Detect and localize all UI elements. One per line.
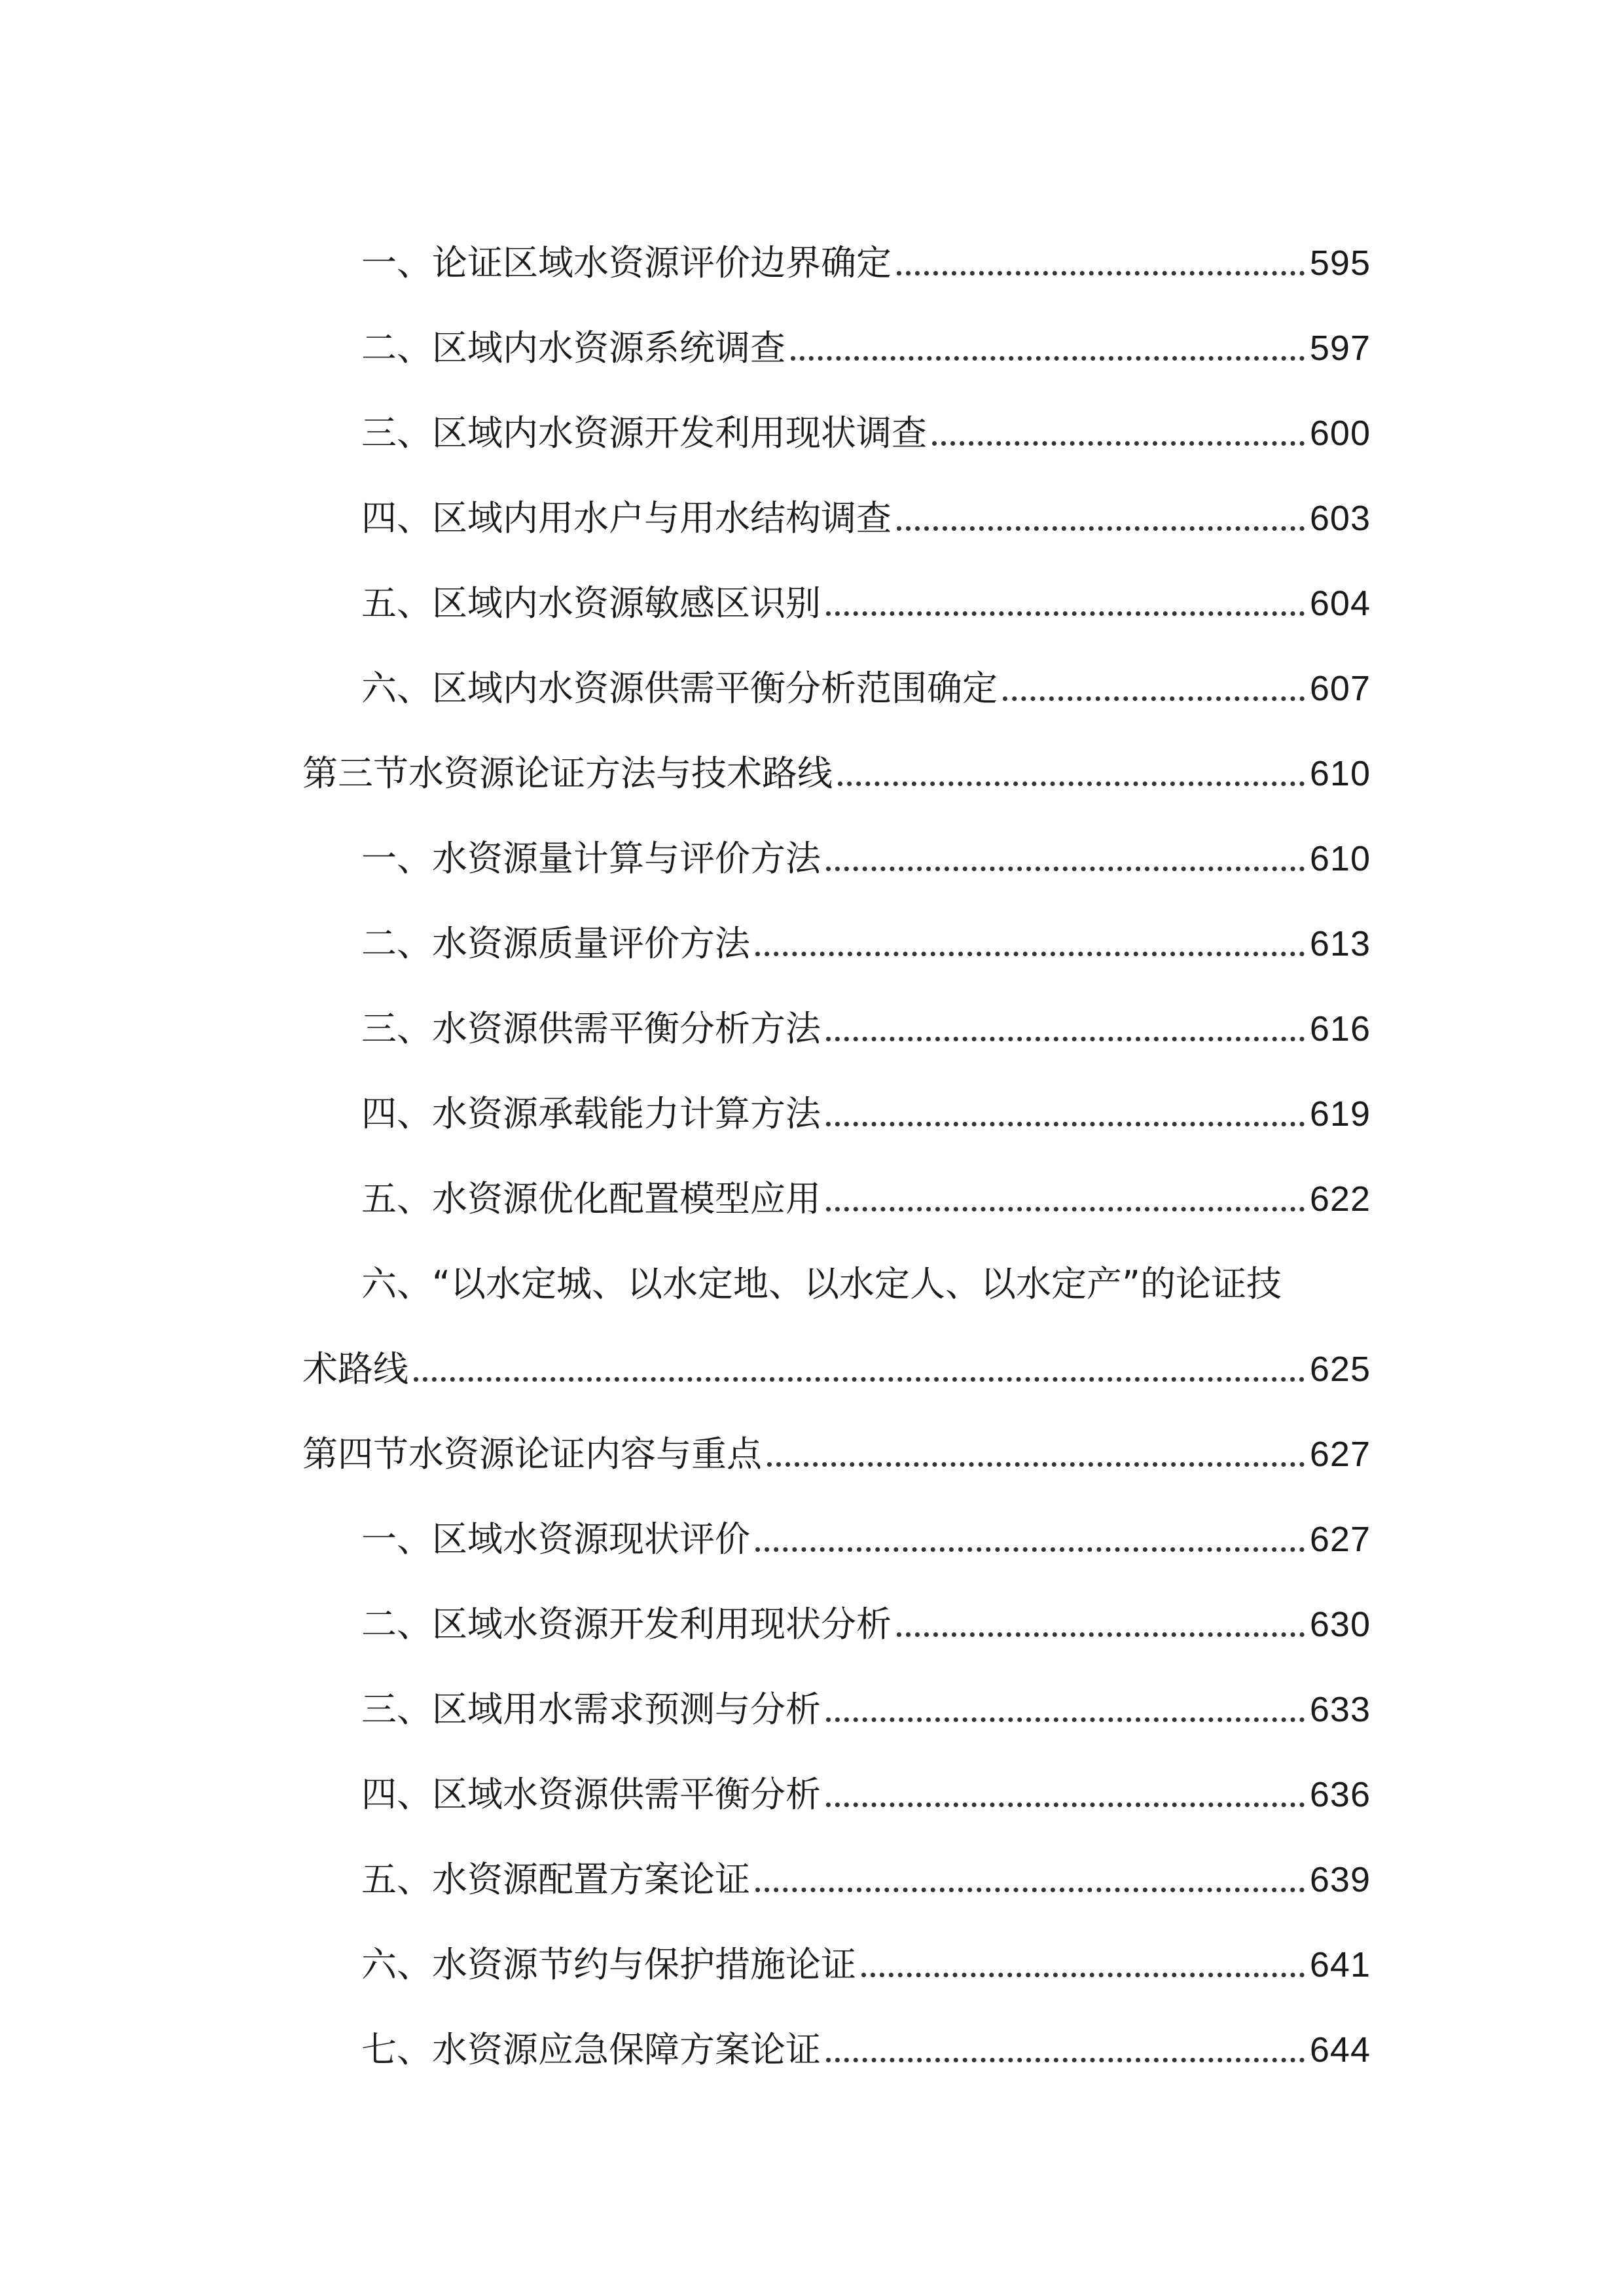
toc-entry-page: 644 <box>1309 2030 1371 2070</box>
toc-entry-page: 595 <box>1309 243 1371 283</box>
toc-section-entry[interactable] <box>302 1391 1371 1476</box>
toc-entry[interactable] <box>302 200 1371 285</box>
dot-leader <box>861 1973 1305 1977</box>
toc-entry[interactable] <box>302 795 1371 880</box>
toc-entry-title: 五、区域内水资源敏感区识别 <box>361 583 821 624</box>
toc-entry-title: 一、论证区域水资源评价边界确定 <box>361 242 892 283</box>
toc-entry-title: 六、“以水定城、以水定地、以水定人、以水定产”的论证技 <box>361 1263 1282 1304</box>
toc-entry[interactable] <box>302 880 1371 965</box>
toc-entry[interactable] <box>302 1050 1371 1136</box>
toc-entry[interactable] <box>302 370 1371 455</box>
toc-entry[interactable] <box>302 540 1371 625</box>
dot-leader <box>838 781 1305 786</box>
toc-entry[interactable] <box>302 1731 1371 1816</box>
toc-entry-page: 610 <box>1309 754 1371 793</box>
toc-entry-title: 六、水资源节约与保护措施论证 <box>361 1944 856 1985</box>
toc-entry-page: 619 <box>1309 1094 1371 1134</box>
dot-leader <box>826 1122 1305 1126</box>
dot-leader <box>755 1547 1305 1552</box>
toc-entry-title: 四、区域内用水户与用水结构调查 <box>361 497 892 539</box>
toc-entry-page: 600 <box>1309 414 1371 453</box>
dot-leader <box>932 441 1305 446</box>
dot-leader <box>897 271 1305 276</box>
toc-entry[interactable] <box>302 1646 1371 1731</box>
toc-entry-title-continuation: 术路线 <box>302 1348 408 1390</box>
dot-leader <box>826 611 1305 616</box>
dot-leader <box>755 1888 1305 1892</box>
dot-leader <box>897 1632 1305 1637</box>
toc-entry-title: 三、水资源供需平衡分析方法 <box>361 1008 821 1049</box>
toc-entry-page: 633 <box>1309 1690 1371 1729</box>
toc-entry-title: 二、区域内水资源系统调查 <box>361 327 785 368</box>
dot-leader <box>755 952 1305 956</box>
toc-entry[interactable] <box>302 1561 1371 1646</box>
dot-leader <box>826 1207 1305 1211</box>
dot-leader <box>414 1377 1305 1382</box>
toc-entry-page: 607 <box>1309 669 1371 708</box>
toc-section-entry[interactable] <box>302 710 1371 795</box>
toc-entry-page: 603 <box>1309 499 1371 538</box>
toc-entry[interactable] <box>302 1901 1371 1986</box>
toc-entry[interactable] <box>302 1986 1371 2072</box>
toc-entry[interactable] <box>302 1816 1371 1901</box>
toc-entry-page: 622 <box>1309 1179 1371 1219</box>
toc-entry-title: 六、区域内水资源供需平衡分析范围确定 <box>361 668 998 709</box>
toc-entry-page: 616 <box>1309 1009 1371 1049</box>
toc-entry-page: 627 <box>1309 1520 1371 1559</box>
toc-section-title: 第三节水资源论证方法与技术路线 <box>302 753 833 794</box>
toc-entry-title: 一、区域水资源现状评价 <box>361 1518 750 1560</box>
toc-entry[interactable] <box>302 1136 1371 1221</box>
toc-entry-page: 636 <box>1309 1775 1371 1814</box>
toc-entry-wrapped-first-line[interactable] <box>302 1221 1371 1306</box>
toc-entry-page: 625 <box>1309 1350 1371 1389</box>
toc-entry-title: 四、区域水资源供需平衡分析 <box>361 1774 821 1815</box>
toc-entry-title: 五、水资源配置方案论证 <box>361 1859 750 1900</box>
toc-entry[interactable] <box>302 285 1371 370</box>
toc-section-title: 第四节水资源论证内容与重点 <box>302 1433 762 1475</box>
toc-entry[interactable] <box>302 1476 1371 1561</box>
toc-entry-page: 630 <box>1309 1605 1371 1644</box>
toc-entry-title: 三、区域内水资源开发利用现状调查 <box>361 412 927 454</box>
dot-leader <box>767 1462 1305 1467</box>
dot-leader <box>826 2058 1305 2062</box>
toc-entry-title: 一、水资源量计算与评价方法 <box>361 838 821 879</box>
toc-entry-page: 639 <box>1309 1860 1371 1899</box>
dot-leader <box>826 1717 1305 1722</box>
dot-leader <box>897 526 1305 531</box>
toc-entry-page: 641 <box>1309 1945 1371 1984</box>
dot-leader <box>826 867 1305 871</box>
dot-leader <box>826 1803 1305 1807</box>
toc-entry-title: 二、水资源质量评价方法 <box>361 923 750 964</box>
toc-entry[interactable] <box>302 455 1371 540</box>
toc-entry-title: 二、区域水资源开发利用现状分析 <box>361 1604 892 1645</box>
toc-entry-title: 三、区域用水需求预测与分析 <box>361 1689 821 1730</box>
toc-entry-wrapped-second-line[interactable] <box>302 1306 1371 1391</box>
toc-entry[interactable] <box>302 965 1371 1050</box>
toc-entry-title: 五、水资源优化配置模型应用 <box>361 1178 821 1219</box>
toc-entry[interactable] <box>302 625 1371 710</box>
toc-entry-page: 627 <box>1309 1435 1371 1474</box>
table-of-contents <box>302 200 1371 2072</box>
dot-leader <box>826 1037 1305 1041</box>
toc-entry-page: 613 <box>1309 924 1371 963</box>
dot-leader <box>1003 696 1305 701</box>
toc-entry-page: 604 <box>1309 584 1371 623</box>
toc-entry-title: 七、水资源应急保障方案论证 <box>361 2029 821 2070</box>
dot-leader <box>791 356 1305 361</box>
toc-entry-page: 597 <box>1309 329 1371 368</box>
toc-entry-page: 610 <box>1309 839 1371 878</box>
toc-entry-title: 四、水资源承载能力计算方法 <box>361 1093 821 1134</box>
